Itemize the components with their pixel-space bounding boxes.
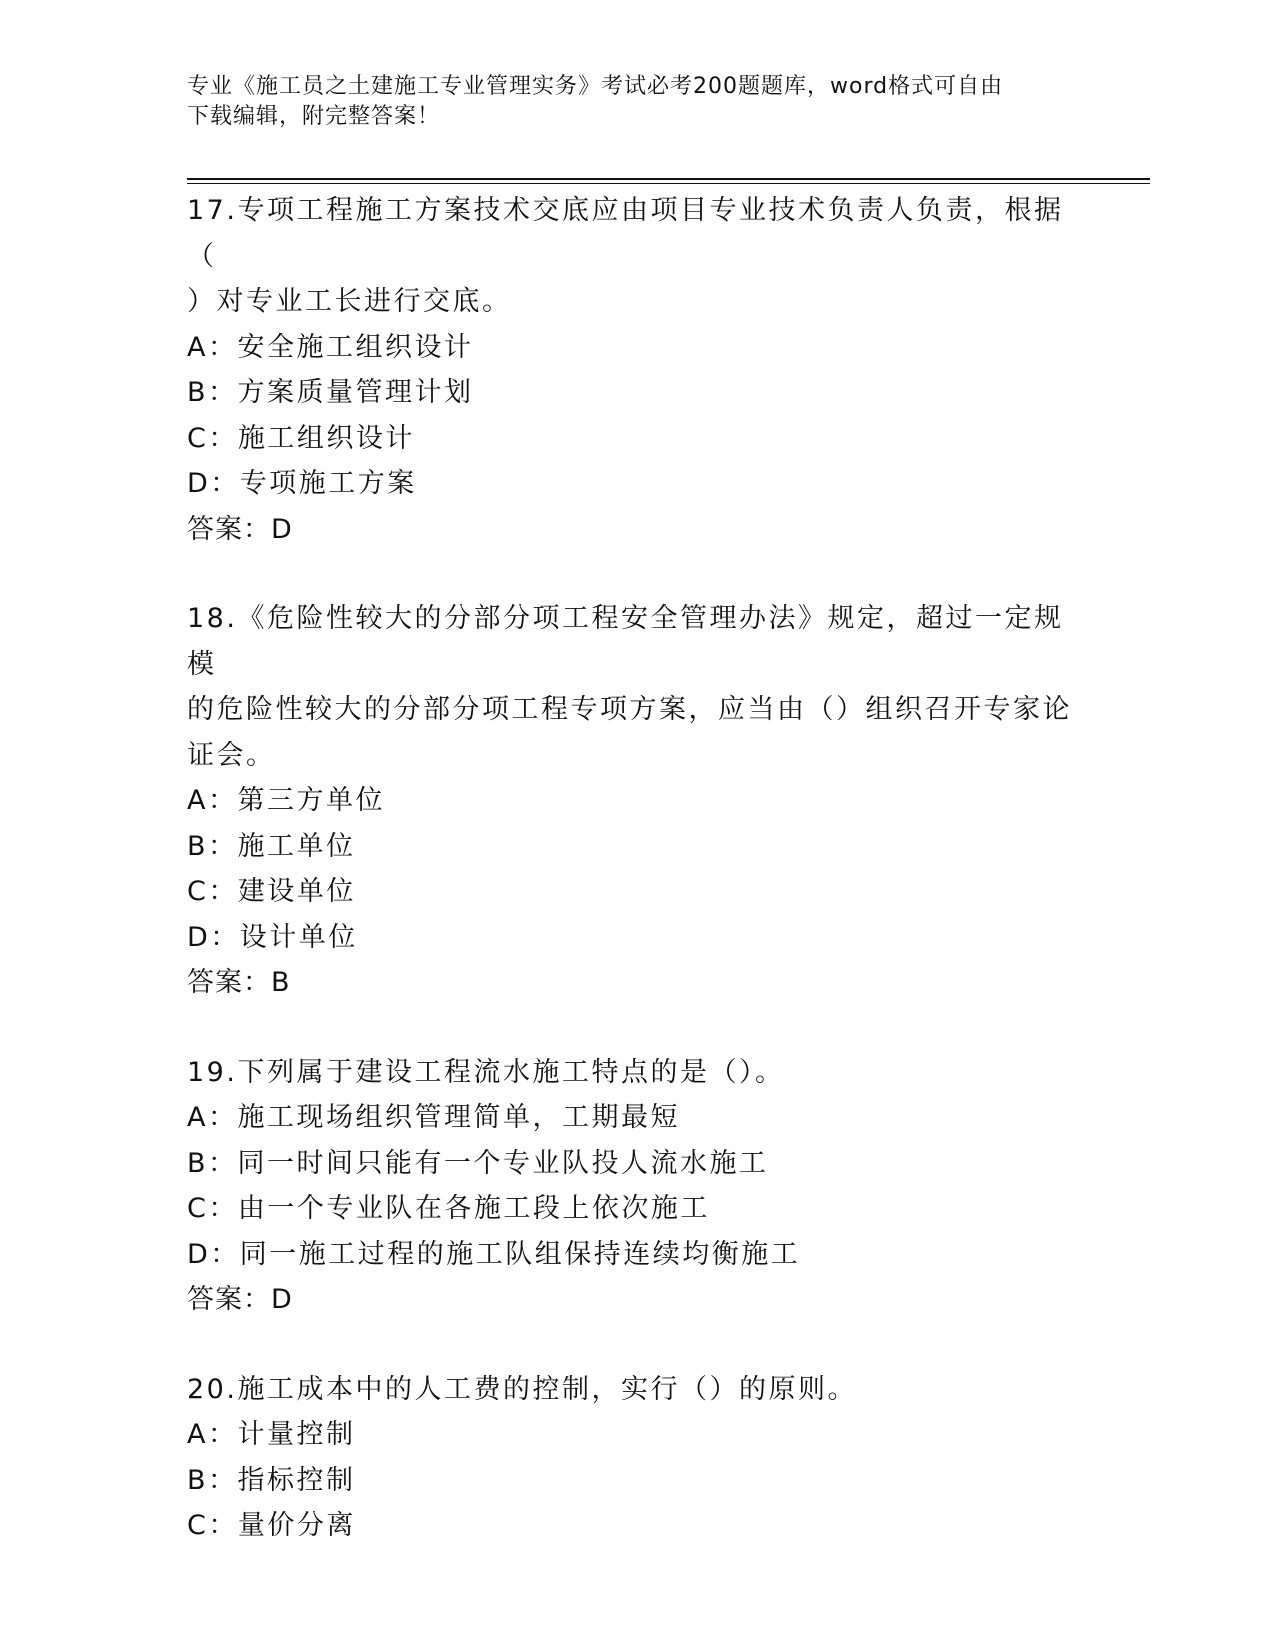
option-a: A：第三方单位: [187, 785, 385, 816]
question-list: [187, 188, 1087, 1593]
option-c: C：由一个专业队在各施工段上依次施工: [187, 1193, 710, 1224]
answer: 答案：B: [187, 967, 291, 998]
header-divider-thick: [187, 178, 1150, 180]
question-17: [187, 188, 1087, 552]
document-header: [187, 72, 1067, 132]
option-b: B：方案质量管理计划: [187, 377, 474, 408]
question-stem-line: ）对专业工长进行交底。: [187, 286, 512, 317]
question-19: [187, 1050, 1087, 1323]
question-stem-line: 证会。: [187, 739, 276, 771]
option-c: C：建设单位: [187, 876, 356, 907]
question-stem-line: 18.《危险性较大的分部分项工程安全管理办法》规定，超过一定规模: [187, 603, 1064, 680]
question-stem-line: 的危险性较大的分部分项工程专项方案，应当由（）组织召开专家论: [187, 694, 1072, 725]
question-stem-line: 20.施工成本中的人工费的控制，实行（）的原则。: [187, 1373, 857, 1405]
option-b: B：指标控制: [187, 1464, 356, 1496]
answer: 答案：D: [187, 513, 293, 545]
header-line-1: 专业《施工员之土建施工专业管理实务》考试必考200题题库，word格式可自由: [187, 74, 1004, 99]
option-d: D：专项施工方案: [187, 468, 417, 499]
option-b: B：同一时间只能有一个专业队投人流水施工: [187, 1147, 769, 1179]
question-stem-line: 17.专项工程施工方案技术交底应由项目专业技术负责人负责，根据（: [187, 195, 1064, 272]
option-a: A：施工现场组织管理简单，工期最短: [187, 1102, 680, 1133]
option-b: B：施工单位: [187, 830, 356, 862]
header-divider-thin: [187, 183, 1150, 184]
option-c: C：量价分离: [187, 1510, 356, 1541]
question-18: [187, 596, 1087, 1006]
header-line-2: 下载编辑，附完整答案！: [187, 104, 441, 129]
option-a: A：计量控制: [187, 1419, 356, 1450]
option-a: A：安全施工组织设计: [187, 331, 474, 363]
question-20: [187, 1367, 1087, 1549]
answer: 答案：D: [187, 1284, 293, 1315]
option-c: C：施工组织设计: [187, 422, 415, 454]
option-d: D：同一施工过程的施工队组保持连续均衡施工: [187, 1238, 801, 1270]
question-stem-line: 19.下列属于建设工程流水施工特点的是（）。: [187, 1056, 785, 1088]
option-d: D：设计单位: [187, 921, 358, 953]
